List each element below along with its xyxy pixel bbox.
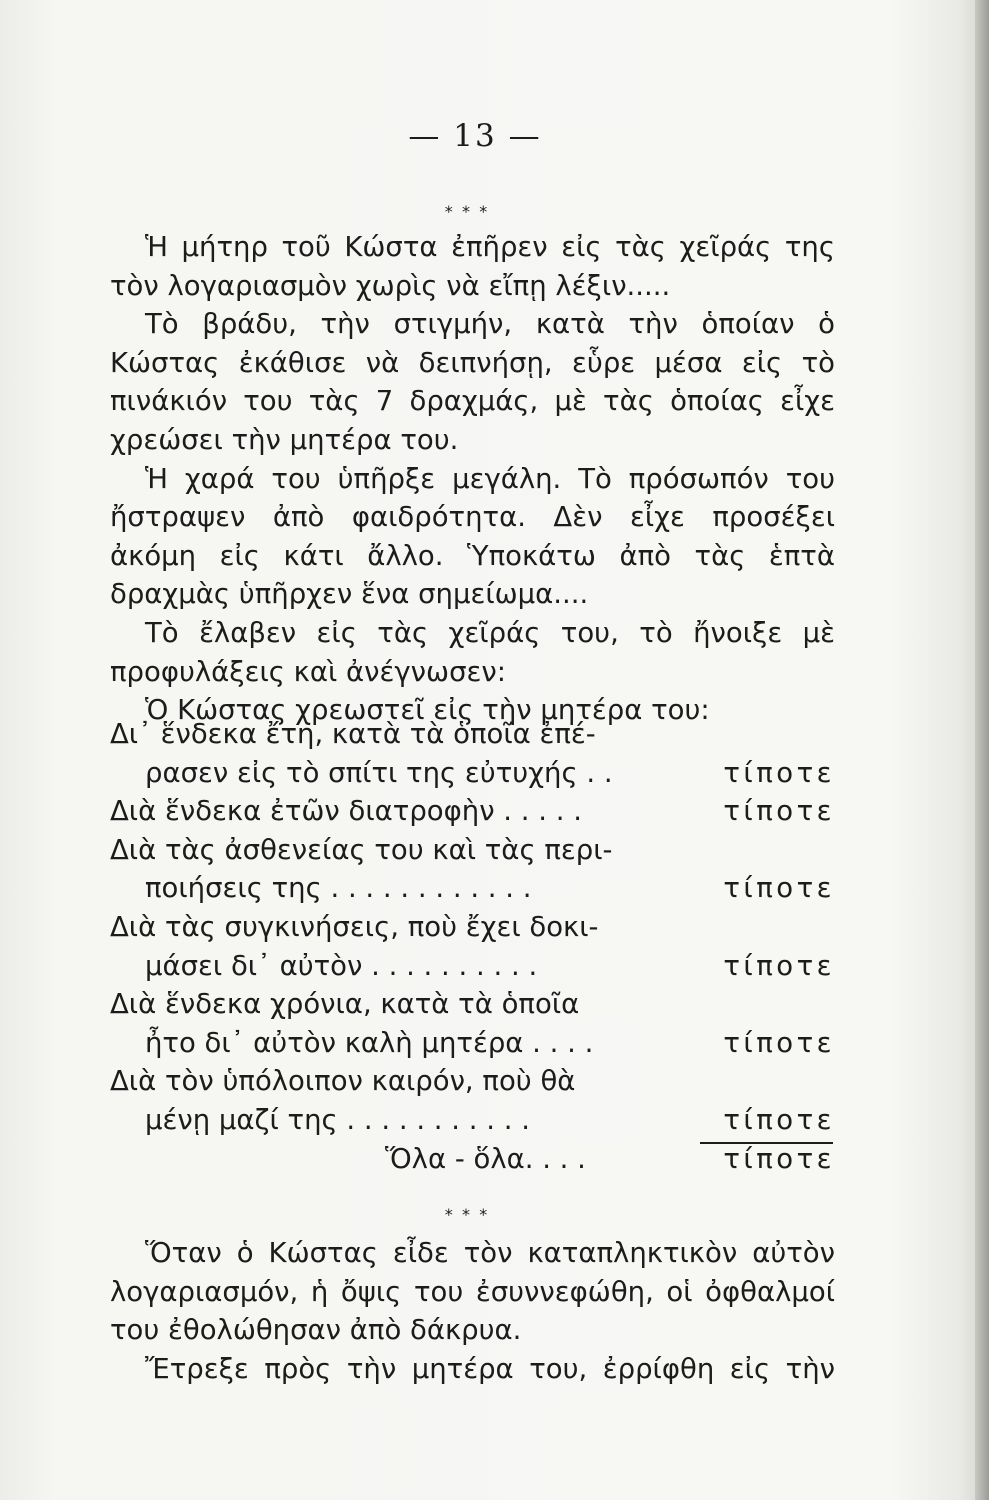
- paragraph-2: Τὸ βράδυ, τὴν στιγμήν, κατὰ τὴν ὁποίαν ὁ Κώστας ἐκάθισε νὰ δειπνήσῃ, εὗρε μέσα εἰς τὸ πινάκιόν του τὰς 7 δραχμάς, μὲ τὰς ὁποίας εἶχε χρεώσει τὴν μητέρα του.: [110, 308, 835, 456]
- ledger-amount: τίποτε: [723, 1103, 835, 1136]
- ledger-desc: Δι᾿ ἕνδεκα ἔτη, κατὰ τὰ ὁποῖα ἐπέ-: [110, 718, 596, 750]
- debt-ledger: [110, 715, 835, 1178]
- paragraph-3: Ἡ χαρά του ὑπῆρξε μεγάλη. Τὸ πρόσωπόν του ἤστραψεν ἀπὸ φαιδρότητα. Δὲν εἶχε προσέξει ἀκόμη εἰς κάτι ἄλλο. Ὑποκάτω ἀπὸ τὰς ἑπτὰ δραχμὰς ὑπῆρχεν ἕνα σημείωμα....: [110, 462, 835, 611]
- ledger-row: [110, 869, 835, 908]
- ledger-desc: Διὰ ἕνδεκα χρόνια, κατὰ τὰ ὁποῖα: [110, 988, 580, 1021]
- ledger-desc: ποιήσεις της . . . . . . . . . . . .: [145, 872, 532, 905]
- ledger-row: [110, 947, 835, 986]
- page-number: — 13 —: [408, 118, 542, 154]
- ledger-row: [110, 715, 835, 754]
- ledger-row: [110, 1101, 835, 1140]
- ledger-desc: ρασεν εἰς τὸ σπίτι της εὐτυχής . .: [145, 756, 613, 789]
- paragraph-1-line-1: Ἡ μήτηρ τοῦ Κώστα ἐπῆρεν εἰς τὰς χεῖράς της: [145, 231, 835, 263]
- section-asterism-top: * * *: [444, 202, 491, 221]
- ledger-row: [110, 754, 835, 793]
- page-binding-edge: [975, 0, 989, 1500]
- section-asterism-bottom: * * *: [444, 1205, 491, 1224]
- ledger-desc: Διὰ τὰς ἀσθενείας του καὶ τὰς περι-: [110, 833, 613, 866]
- paragraph-7: Ἔτρεξε πρὸς τὴν μητέρα του, ἐρρίφθη εἰς τὴν: [145, 1352, 835, 1385]
- section-one-text: [110, 228, 835, 730]
- ledger-desc: ἦτο δι᾿ αὐτὸν καλὴ μητέρα . . . .: [145, 1026, 594, 1059]
- ledger-amount: τίποτε: [723, 795, 835, 828]
- ledger-amount: τίποτε: [723, 949, 835, 982]
- paragraph-4: Τὸ ἔλαβεν εἰς τὰς χεῖράς του, τὸ ἤνοιξε μὲ προφυλάξεις καὶ ἀνέγνωσεν:: [110, 616, 835, 688]
- ledger-row: [110, 1024, 835, 1063]
- section-two-text: [110, 1234, 835, 1388]
- ledger-row: [110, 908, 835, 947]
- ledger-amount: τίποτε: [723, 1026, 835, 1059]
- paragraph-1-line-2: τὸν λογαριασμὸν χωρὶς νὰ εἴπῃ λέξιν.....: [110, 269, 671, 302]
- ledger-row: [110, 1062, 835, 1101]
- ledger-amount: τίποτε: [723, 872, 835, 905]
- ledger-row: [110, 792, 835, 831]
- ledger-desc: Διὰ τὸν ὑπόλοιπον καιρόν, ποὺ θὰ: [110, 1065, 576, 1098]
- ledger-row: [110, 831, 835, 870]
- ledger-desc: μάσει δι᾿ αὐτὸν . . . . . . . . . .: [145, 949, 538, 982]
- ledger-desc: μένῃ μαζί της . . . . . . . . . . .: [145, 1103, 530, 1136]
- ledger-total-amount: τίποτε: [723, 1142, 835, 1175]
- ledger-desc: Διὰ τὰς συγκινήσεις, ποὺ ἔχει δοκι-: [110, 910, 599, 943]
- ledger-total-rule: [700, 1142, 833, 1144]
- ledger-total-row: [110, 1140, 835, 1179]
- ledger-desc: Διὰ ἕνδεκα ἐτῶν διατροφὴν . . . . .: [110, 795, 582, 828]
- paragraph-5: Ὁ Κώστας χρεωστεῖ εἰς τὴν μητέρα του:: [145, 694, 710, 727]
- ledger-amount: τίποτε: [723, 756, 835, 789]
- paragraph-6: Ὅταν ὁ Κώστας εἶδε τὸν καταπληκτικὸν αὐτὸν λογαριασμόν, ἡ ὄψις του ἐσυννεφώθη, οἱ ὀφθαλμοί του ἐθολώθησαν ἀπὸ δάκρυα.: [110, 1237, 835, 1347]
- ledger-row: [110, 985, 835, 1024]
- ledger-total-label: Ὅλα - ὅλα. . . .: [385, 1142, 586, 1175]
